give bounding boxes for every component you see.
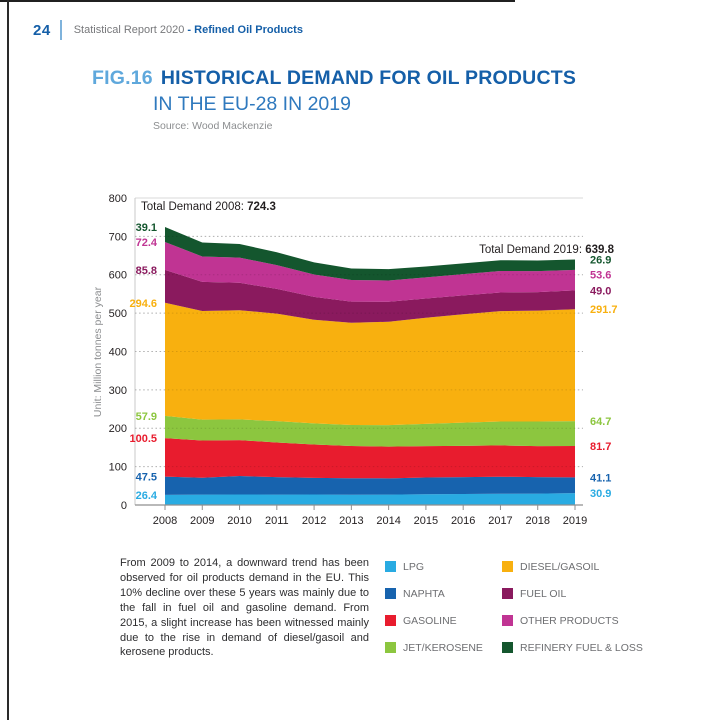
- legend-item-lpg: [385, 553, 483, 580]
- value-label-jet-kerosene: 64.7: [590, 416, 612, 429]
- y-tick-label: 100: [108, 461, 127, 474]
- x-tick-label: 2017: [488, 515, 513, 527]
- x-tick-label: 2011: [264, 515, 289, 527]
- refinery-fuel-loss-swatch-icon: [502, 642, 513, 653]
- legend-label: NAPHTA: [403, 587, 445, 600]
- area-lpg: [165, 493, 575, 505]
- y-tick-label: 500: [108, 308, 127, 321]
- header-divider: [60, 20, 62, 40]
- jet-kerosene-swatch-icon: [385, 642, 396, 653]
- x-tick-label: 2019: [562, 515, 588, 527]
- page-number: 24: [33, 21, 51, 39]
- legend-item-refinery-fuel-loss: [502, 634, 643, 661]
- y-tick-label: 700: [108, 231, 127, 244]
- fuel-oil-swatch-icon: [502, 588, 513, 599]
- breadcrumb: [74, 24, 303, 36]
- x-tick-label: 2018: [525, 515, 550, 527]
- y-tick-label: 300: [108, 384, 127, 397]
- value-label-fuel-oil: 49.0: [590, 285, 612, 298]
- gasoline-swatch-icon: [385, 615, 396, 626]
- value-label-naphta: 41.1: [590, 472, 612, 485]
- commentary-text: From 2009 to 2014, a downward trend has been observed for oil products demand in the EU. This 10% decline over these 5 years was mainly due to the fall in fuel oil and gasoline demand. From 2015, a slight increase has been witnessed mainly due to the rise in demand of diesel/gasoil and kerosene products.: [120, 557, 369, 659]
- page-header: [33, 20, 303, 40]
- value-label-other-products: 72.4: [135, 237, 157, 250]
- value-label-refinery-fuel-loss: 39.1: [135, 222, 157, 235]
- stacked-area-chart: [88, 190, 713, 545]
- page-edge-top-artifact: [0, 0, 515, 2]
- value-label-jet-kerosene: 57.9: [135, 410, 157, 423]
- figure-title-row: [92, 67, 576, 90]
- area-naphta: [165, 476, 575, 495]
- y-tick-label: 200: [108, 423, 127, 436]
- value-label-fuel-oil: 85.8: [135, 264, 157, 277]
- x-tick-label: 2012: [301, 515, 327, 527]
- legend-label: LPG: [403, 560, 425, 573]
- legend-item-fuel-oil: [502, 580, 643, 607]
- breadcrumb-plain: Statistical Report 2020: [73, 24, 188, 36]
- breadcrumb-bold: - Refined Oil Products: [187, 24, 303, 36]
- x-tick-label: 2015: [413, 515, 439, 527]
- figure-tag: FIG.16: [92, 67, 153, 89]
- legend-item-naphta: [385, 580, 483, 607]
- x-tick-label: 2014: [376, 515, 401, 527]
- legend-column-2: [502, 553, 643, 661]
- y-tick-label: 600: [108, 269, 127, 282]
- value-label-naphta: 47.5: [135, 471, 157, 484]
- annotation-total-2008: Total Demand 2008: 724.3: [141, 201, 276, 213]
- page-edge-left-artifact: [7, 0, 9, 720]
- figure-subtitle: IN THE EU-28 IN 2019: [153, 93, 351, 115]
- value-label-refinery-fuel-loss: 26.9: [590, 254, 612, 267]
- legend-label: JET/KEROSENE: [403, 641, 483, 654]
- legend-label: FUEL OIL: [520, 587, 567, 600]
- annotation-total-2019: Total Demand 2019: 639.8: [479, 244, 614, 256]
- y-tick-label: 400: [108, 346, 127, 359]
- value-label-other-products: 53.6: [590, 269, 612, 282]
- legend-column-1: [385, 553, 483, 661]
- figure-source: Source: Wood Mackenzie: [153, 120, 273, 132]
- legend-item-jet-kerosene: [385, 634, 483, 661]
- legend-label: GASOLINE: [403, 614, 457, 627]
- other-products-swatch-icon: [502, 615, 513, 626]
- x-tick-label: 2016: [450, 515, 476, 527]
- figure-title: HISTORICAL DEMAND FOR OIL PRODUCTS: [160, 67, 577, 89]
- value-label-lpg: 26.4: [135, 489, 157, 502]
- legend-label: OTHER PRODUCTS: [520, 614, 619, 627]
- x-tick-label: 2010: [227, 515, 252, 527]
- legend-item-gasoline: [385, 607, 483, 634]
- legend-item-other-products: [502, 607, 643, 634]
- legend-item-diesel-gasoil: [502, 553, 643, 580]
- lpg-swatch-icon: [385, 561, 396, 572]
- x-tick-label: 2013: [339, 515, 364, 527]
- value-label-gasoline: 100.5: [129, 433, 157, 446]
- y-tick-label: 0: [120, 500, 127, 512]
- x-tick-label: 2008: [152, 515, 178, 527]
- y-tick-label: 800: [108, 192, 127, 205]
- diesel-gasoil-swatch-icon: [502, 561, 513, 572]
- value-label-lpg: 30.9: [590, 488, 612, 501]
- y-axis-unit-label: Unit: Million tonnes per year: [92, 286, 104, 418]
- legend-label: REFINERY FUEL & LOSS: [520, 641, 643, 654]
- value-label-diesel-gasoil: 294.6: [129, 297, 157, 310]
- value-label-diesel-gasoil: 291.7: [590, 304, 618, 317]
- value-label-gasoline: 81.7: [590, 441, 612, 454]
- x-tick-label: 2009: [190, 515, 215, 527]
- legend-label: DIESEL/GASOIL: [520, 560, 600, 573]
- naphta-swatch-icon: [385, 588, 396, 599]
